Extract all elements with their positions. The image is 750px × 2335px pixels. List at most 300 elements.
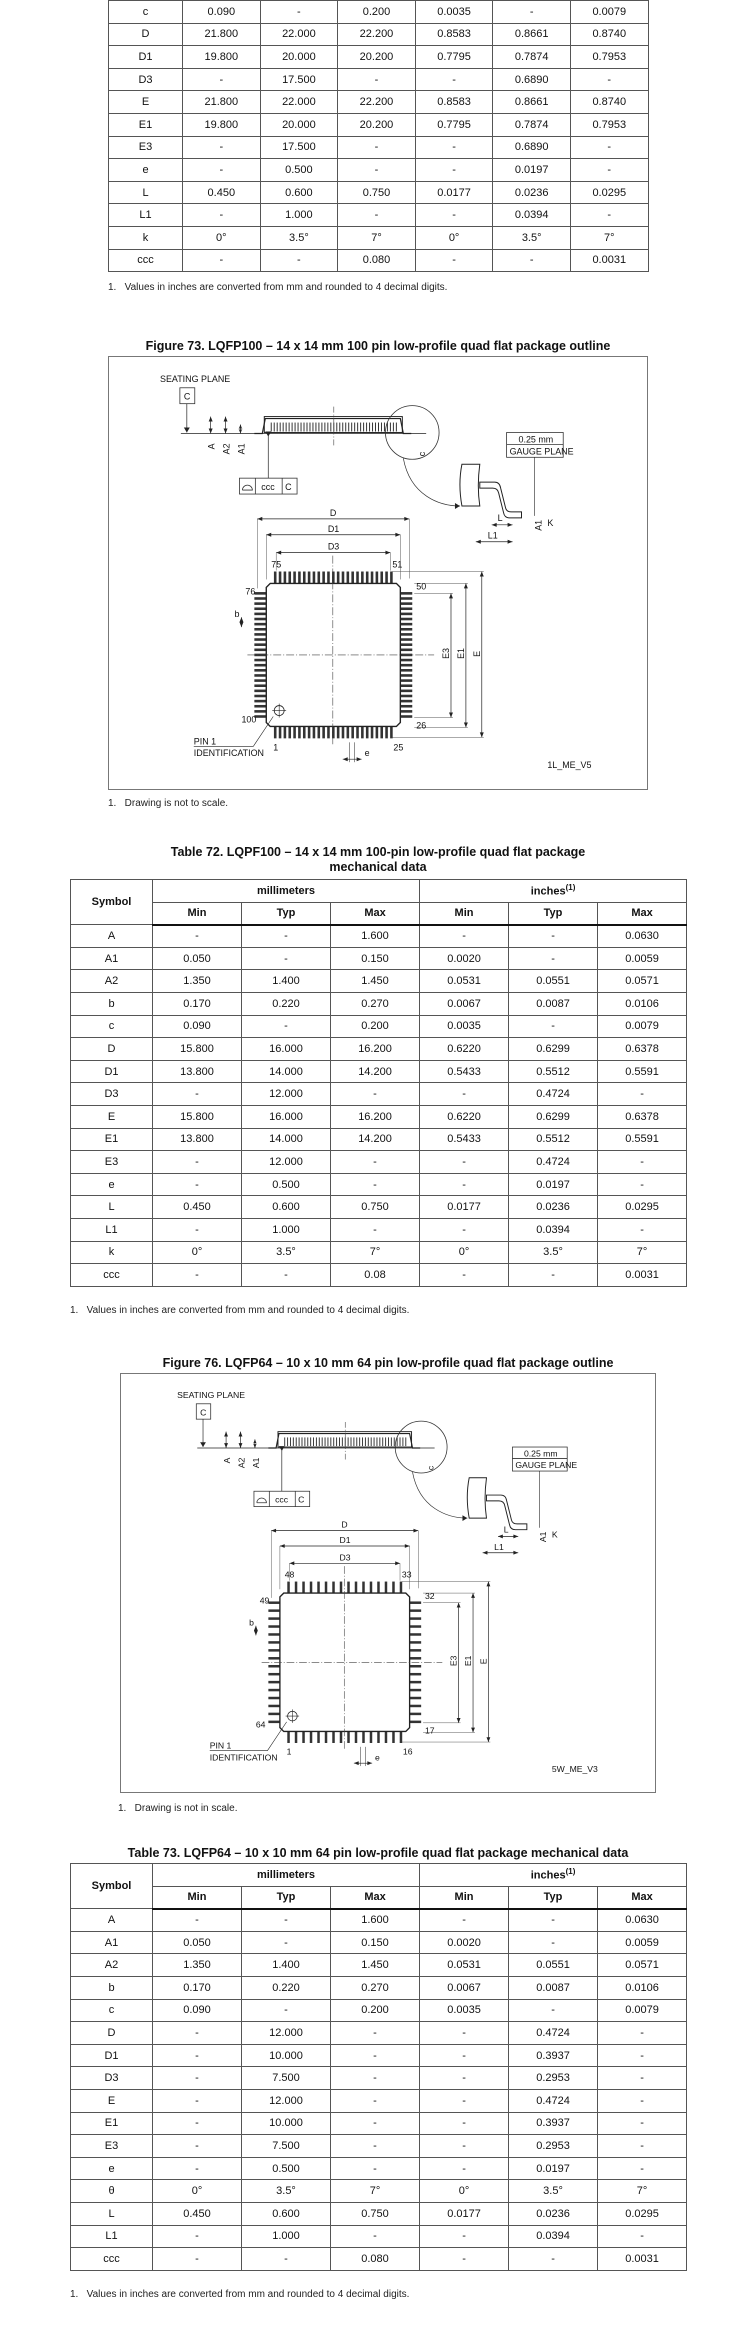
cell-in-min: - (415, 204, 493, 227)
cell-mm-min: - (153, 1218, 242, 1241)
cell-mm-min: - (183, 68, 261, 91)
table-row (109, 204, 649, 227)
cell-mm-min: 13.800 (153, 1128, 242, 1151)
table-row (109, 226, 649, 249)
cell-in-typ: 0.2953 (509, 2135, 598, 2158)
cell-in-typ: 3.5° (493, 226, 571, 249)
pin-right (400, 669, 412, 672)
cell-in-min: 0.0177 (420, 2202, 509, 2225)
pin-right (410, 1673, 422, 1675)
pin-left (254, 633, 266, 636)
cell-in-max: 0.0079 (598, 1999, 687, 2022)
cell-in-typ: 0.0087 (509, 992, 598, 1015)
cell-in-typ: - (509, 1931, 598, 1954)
pin-left (254, 597, 266, 600)
pin-top (355, 1582, 357, 1594)
table73-title: Table 73. LQFP64 – 10 x 10 mm 64 pin low-profile quad flat package mechanical data (127, 1846, 629, 1860)
coplanarity-icon (242, 485, 252, 490)
table-row (71, 2248, 687, 2271)
pin-right (400, 695, 412, 698)
cell-in-min: - (420, 2157, 509, 2180)
cell-in-typ: 0.4724 (509, 2022, 598, 2045)
gauge-plane-label: GAUGE PLANE (515, 1460, 578, 1471)
cell-mm-max: 14.200 (331, 1060, 420, 1083)
cell-mm-typ: - (260, 249, 338, 272)
dim-a2 (239, 1432, 243, 1448)
cell-mm-min: 13.800 (153, 1060, 242, 1083)
cell-in-min: - (420, 2089, 509, 2112)
pin-top (287, 1582, 289, 1594)
figure76-footnote: 1. Drawing is not in scale. (118, 1803, 238, 1814)
cell-mm-typ: 17.500 (260, 136, 338, 159)
cell-in-min: 0.0177 (415, 181, 493, 204)
cell-in-typ: 0.2953 (509, 2067, 598, 2090)
cell-mm-typ: 14.000 (242, 1128, 331, 1151)
pin-number: 33 (401, 1569, 412, 1580)
pin1-label-line1: PIN 1 (193, 736, 217, 747)
cell-mm-min: - (153, 1083, 242, 1106)
pin-top (392, 1582, 394, 1594)
figure73-drawing (108, 356, 648, 790)
cell-symbol: L (71, 1196, 153, 1219)
pin-number: 26 (416, 720, 427, 731)
col-mm-max: Max (331, 1886, 420, 1909)
pin-right (400, 649, 412, 652)
pin-left (268, 1617, 280, 1619)
cell-symbol: A (71, 1909, 153, 1932)
table-row (71, 2225, 687, 2248)
cell-in-min: - (420, 2248, 509, 2271)
cell-mm-min: - (153, 2044, 242, 2067)
table-row (109, 68, 649, 91)
cell-mm-min: - (153, 925, 242, 948)
pin-number: 1 (273, 742, 279, 753)
pin-top (325, 1582, 327, 1594)
cell-in-typ: 0.0197 (509, 2157, 598, 2180)
drawing-code: 5W_ME_V3 (551, 1763, 598, 1774)
cell-mm-typ: - (242, 2248, 331, 2271)
pin-right (400, 659, 412, 662)
pin-top (274, 572, 277, 584)
dim-l (498, 1534, 518, 1538)
cell-mm-min: 1.350 (153, 1954, 242, 1977)
cell-in-max: - (598, 2067, 687, 2090)
pin-bottom (293, 726, 296, 738)
pin-bottom (355, 1731, 357, 1743)
pin-right (400, 674, 412, 677)
pin-right (400, 607, 412, 610)
pin-top (284, 572, 287, 584)
cell-in-min: - (420, 2225, 509, 2248)
cell-in-max: 0.0079 (598, 1015, 687, 1038)
pin-top (308, 572, 311, 584)
cell-in-max: 0.0031 (598, 2248, 687, 2271)
pin-top (347, 572, 350, 584)
cell-in-typ: 0.0236 (509, 1196, 598, 1219)
pin-top (327, 572, 330, 584)
cell-in-min: 0.7795 (415, 46, 493, 69)
cell-in-min: - (420, 1151, 509, 1174)
table-row (71, 1976, 687, 1999)
pin-bottom (347, 726, 350, 738)
cell-mm-max: 0.080 (331, 2248, 420, 2271)
lead-detail (467, 1478, 527, 1530)
cell-mm-max: 16.200 (331, 1038, 420, 1061)
pin-left (268, 1641, 280, 1643)
table-row (71, 1128, 687, 1151)
dim-a1-detail-label: A1 (538, 1531, 549, 1543)
cell-mm-max: 0.200 (331, 1015, 420, 1038)
cell-in-typ: - (509, 925, 598, 948)
cell-mm-typ: 22.000 (260, 91, 338, 114)
cell-mm-min: - (153, 2112, 242, 2135)
dim-l1-label: L1 (494, 1541, 504, 1552)
cell-in-typ: 3.5° (509, 1241, 598, 1264)
cell-in-min: - (420, 1083, 509, 1106)
pin-top (322, 572, 325, 584)
coplanarity-icon (257, 1498, 267, 1503)
cell-mm-min: 0° (183, 226, 261, 249)
pin-left (254, 607, 266, 610)
inches-footnote-ref: (1) (565, 883, 576, 893)
cell-mm-max: 0.200 (338, 1, 416, 24)
cell-mm-min: 21.800 (183, 91, 261, 114)
dim-d1-label: D1 (327, 523, 340, 534)
pin-left (254, 695, 266, 698)
cell-in-typ: 0.3937 (509, 2044, 598, 2067)
gauge-plane-label: GAUGE PLANE (509, 446, 574, 457)
table-row (71, 1083, 687, 1106)
cell-mm-typ: 3.5° (260, 226, 338, 249)
pin-right (400, 602, 412, 605)
cell-symbol: e (109, 159, 183, 182)
cell-mm-max: - (338, 68, 416, 91)
table-row (71, 2202, 687, 2225)
table-top-footnote: 1. Values in inches are converted from mm and rounded to 4 decimal digits. (108, 282, 448, 293)
cell-in-min: 0.0531 (420, 970, 509, 993)
cell-in-min: 0.5433 (420, 1128, 509, 1151)
pin-bottom (342, 726, 345, 738)
cell-mm-typ: 14.000 (242, 1060, 331, 1083)
col-mm-typ: Typ (242, 902, 331, 925)
cell-in-max: 0.6378 (598, 1038, 687, 1061)
cell-in-typ: 0.8661 (493, 91, 571, 114)
pin-left (268, 1657, 280, 1659)
cell-mm-max: - (338, 136, 416, 159)
cell-in-min: - (415, 68, 493, 91)
cell-mm-typ: 0.600 (242, 2202, 331, 2225)
cell-in-min: 0.0531 (420, 1954, 509, 1977)
table73 (70, 1863, 687, 2271)
cell-mm-max: 0.750 (331, 1196, 420, 1219)
cell-in-max: - (570, 159, 648, 182)
pin-left (268, 1721, 280, 1723)
datum-c-label: C (200, 1407, 207, 1418)
gauge-plane-box (507, 432, 574, 515)
cell-mm-typ: 1.400 (242, 1954, 331, 1977)
pin-top (400, 1582, 402, 1594)
inches-label: inches (530, 1870, 566, 1883)
cell-in-typ: - (509, 1999, 598, 2022)
cell-in-max: - (570, 204, 648, 227)
cell-mm-typ: 7.500 (242, 2067, 331, 2090)
pin-top (310, 1582, 312, 1594)
cell-in-min: 0.0035 (415, 1, 493, 24)
cell-symbol: c (109, 1, 183, 24)
table-row (71, 947, 687, 970)
dim-d3-label: D3 (327, 541, 340, 552)
cell-mm-min: - (153, 2089, 242, 2112)
pin-top (317, 572, 320, 584)
cell-symbol: E (71, 1105, 153, 1128)
pin-right (400, 710, 412, 713)
cell-symbol: D (71, 1038, 153, 1061)
cell-in-max: - (598, 1083, 687, 1106)
cell-in-typ: 0.4724 (509, 1151, 598, 1174)
cell-mm-max: 20.200 (338, 113, 416, 136)
table-row (71, 1015, 687, 1038)
pin-top (302, 1582, 304, 1594)
cell-mm-max: 0.750 (338, 181, 416, 204)
dim-l-label: L (497, 512, 503, 523)
pin-bottom (351, 726, 354, 738)
dim-k-label: K (547, 517, 554, 528)
cell-mm-typ: 3.5° (242, 2180, 331, 2203)
table72-title (70, 845, 686, 875)
table-row (71, 2112, 687, 2135)
pin-number: 16 (402, 1746, 413, 1757)
pin-left (254, 664, 266, 667)
table72-title-line1: Table 72. LQPF100 – 14 x 14 mm 100-pin low-profile quad flat package (170, 845, 586, 859)
cell-symbol: c (71, 1015, 153, 1038)
cell-in-max: - (598, 1151, 687, 1174)
pin-bottom (332, 1731, 334, 1743)
subheader-row (71, 902, 687, 925)
cell-in-max: 0.0031 (570, 249, 648, 272)
pin-left (254, 690, 266, 693)
cell-in-max: 7° (598, 2180, 687, 2203)
cell-symbol: ccc (71, 1264, 153, 1287)
cell-mm-typ: 12.000 (242, 1083, 331, 1106)
cell-mm-typ: 12.000 (242, 1151, 331, 1174)
cell-mm-max: - (331, 2044, 420, 2067)
pin-bottom (337, 726, 340, 738)
pin-left (254, 628, 266, 631)
table-row (71, 2180, 687, 2203)
cell-in-max: - (598, 2112, 687, 2135)
pin-number: 17 (424, 1725, 435, 1736)
pin-bottom (322, 726, 325, 738)
cell-in-min: - (420, 1909, 509, 1932)
cell-mm-min: - (153, 2135, 242, 2158)
pin-bottom (287, 1731, 289, 1743)
cell-symbol: D (109, 23, 183, 46)
cell-in-max: - (598, 2044, 687, 2067)
pin-bottom (376, 726, 379, 738)
cell-in-min: 0.0035 (420, 1999, 509, 2022)
cell-in-typ: 0.0551 (509, 970, 598, 993)
cell-mm-min: 0.090 (153, 1015, 242, 1038)
table-lqfp144-continued (108, 0, 649, 272)
cell-mm-min: - (153, 1173, 242, 1196)
pin-top (295, 1582, 297, 1594)
cell-symbol: E3 (71, 1151, 153, 1174)
dim-a1-label: A1 (236, 443, 247, 455)
table-row (71, 1038, 687, 1061)
pin1-label-line2: IDENTIFICATION (193, 748, 264, 759)
pin-bottom (356, 726, 359, 738)
cell-mm-typ: 3.5° (242, 1241, 331, 1264)
dim-e-pitch-label: e (364, 748, 370, 759)
cell-mm-min: 19.800 (183, 113, 261, 136)
cell-mm-max: - (331, 2112, 420, 2135)
pin-number: 25 (393, 742, 404, 753)
cell-mm-max: 7° (331, 1241, 420, 1264)
cell-in-max: 0.0295 (570, 181, 648, 204)
table-row (109, 136, 649, 159)
pin-left (254, 613, 266, 616)
cell-in-typ: 0.0197 (509, 1173, 598, 1196)
dim-e-pitch (354, 1761, 372, 1765)
table-row (71, 1999, 687, 2022)
ccc-tolerance-frame (239, 478, 297, 494)
cell-in-min: 0.0035 (420, 1015, 509, 1038)
cell-mm-typ: - (242, 1909, 331, 1932)
cell-mm-typ: 1.000 (242, 2225, 331, 2248)
cell-in-max: 0.8740 (570, 91, 648, 114)
cell-symbol: E (71, 2089, 153, 2112)
pin-left (254, 669, 266, 672)
cell-mm-typ: 0.600 (260, 181, 338, 204)
cell-mm-min: 0° (153, 2180, 242, 2203)
pin-top (317, 1582, 319, 1594)
cell-in-max: - (570, 136, 648, 159)
cell-in-min: - (420, 2112, 509, 2135)
pin-top (340, 1582, 342, 1594)
cell-symbol: D1 (71, 1060, 153, 1083)
dim-k-label: K (551, 1529, 558, 1540)
pin-top (293, 572, 296, 584)
col-mm-min: Min (153, 1886, 242, 1909)
figure76-drawing (120, 1373, 656, 1793)
pin-right (400, 628, 412, 631)
pin-top (347, 1582, 349, 1594)
dim-b-label: b (234, 609, 240, 620)
pin-top (366, 572, 369, 584)
pin-bottom (288, 726, 291, 738)
pin-bottom (371, 726, 374, 738)
cell-in-typ: - (509, 1015, 598, 1038)
pin1-label-line2: IDENTIFICATION (209, 1752, 278, 1763)
cell-mm-max: 22.200 (338, 23, 416, 46)
cell-in-min: - (415, 136, 493, 159)
cell-in-typ: 3.5° (509, 2180, 598, 2203)
pin-top (371, 572, 374, 584)
cell-in-min: - (420, 925, 509, 948)
cell-in-min: 0.0067 (420, 992, 509, 1015)
table-row (109, 249, 649, 272)
pin-bottom (332, 726, 335, 738)
cell-mm-typ: - (260, 1, 338, 24)
cell-in-max: - (570, 68, 648, 91)
cell-symbol: A1 (71, 1931, 153, 1954)
table-row (71, 1931, 687, 1954)
col-in-typ: Typ (509, 1886, 598, 1909)
cell-symbol: D1 (71, 2044, 153, 2067)
table-row (71, 1173, 687, 1196)
cell-mm-typ: 10.000 (242, 2044, 331, 2067)
col-group-millimeters: millimeters (153, 1864, 420, 1887)
table-row (71, 1105, 687, 1128)
cell-symbol: ccc (71, 2248, 153, 2271)
pin-bottom (284, 726, 287, 738)
pin-bottom (340, 1731, 342, 1743)
cell-mm-max: 0.200 (331, 1999, 420, 2022)
dim-a1-label: A1 (250, 1457, 261, 1469)
cell-in-typ: - (493, 249, 571, 272)
cell-symbol: L1 (71, 2225, 153, 2248)
cell-in-max: 0.6378 (598, 1105, 687, 1128)
pin-number: 48 (284, 1569, 295, 1580)
cell-in-max: - (598, 2135, 687, 2158)
cell-mm-max: - (331, 1083, 420, 1106)
table72-title-line2: mechanical data (329, 860, 427, 874)
dim-b (254, 1626, 258, 1636)
pin-bottom (380, 726, 383, 738)
pin-top (288, 572, 291, 584)
cell-in-typ: - (509, 2248, 598, 2271)
pin-top (356, 572, 359, 584)
cell-in-min: 0.6220 (420, 1038, 509, 1061)
ccc-tolerance-frame (254, 1491, 310, 1506)
cell-in-min: 0.7795 (415, 113, 493, 136)
pin-top (313, 572, 316, 584)
dim-e-pitch-label: e (375, 1752, 380, 1763)
cell-symbol: L (71, 2202, 153, 2225)
figure73-svg (109, 357, 647, 789)
table-row (71, 2022, 687, 2045)
pin-bottom (347, 1731, 349, 1743)
ccc-label: ccc (275, 1494, 289, 1505)
pin-top (370, 1582, 372, 1594)
col-mm-max: Max (331, 902, 420, 925)
dim-d3-label: D3 (339, 1552, 351, 1563)
cell-in-min: 0.5433 (420, 1060, 509, 1083)
cell-mm-min: - (153, 1264, 242, 1287)
table-row (71, 1218, 687, 1241)
dim-a (224, 1432, 228, 1448)
pin-left (254, 643, 266, 646)
dim-c-label: c (417, 451, 428, 457)
figure73-footnote: 1. Drawing is not to scale. (108, 798, 229, 809)
pin-top (376, 572, 379, 584)
cell-mm-max: - (331, 2067, 420, 2090)
cell-mm-max: 7° (338, 226, 416, 249)
cell-in-min: 0.8583 (415, 23, 493, 46)
cell-symbol: k (71, 1241, 153, 1264)
pin-top (390, 572, 393, 584)
cell-symbol: A2 (71, 1954, 153, 1977)
cell-symbol: e (71, 1173, 153, 1196)
pin-right (410, 1641, 422, 1643)
cell-mm-max: - (331, 2135, 420, 2158)
pin-left (268, 1625, 280, 1627)
dim-b (239, 617, 243, 627)
dim-d1-label: D1 (339, 1535, 351, 1546)
cell-in-typ: 0.0394 (509, 2225, 598, 2248)
cell-mm-min: 15.800 (153, 1038, 242, 1061)
cell-mm-max: 1.600 (331, 1909, 420, 1932)
